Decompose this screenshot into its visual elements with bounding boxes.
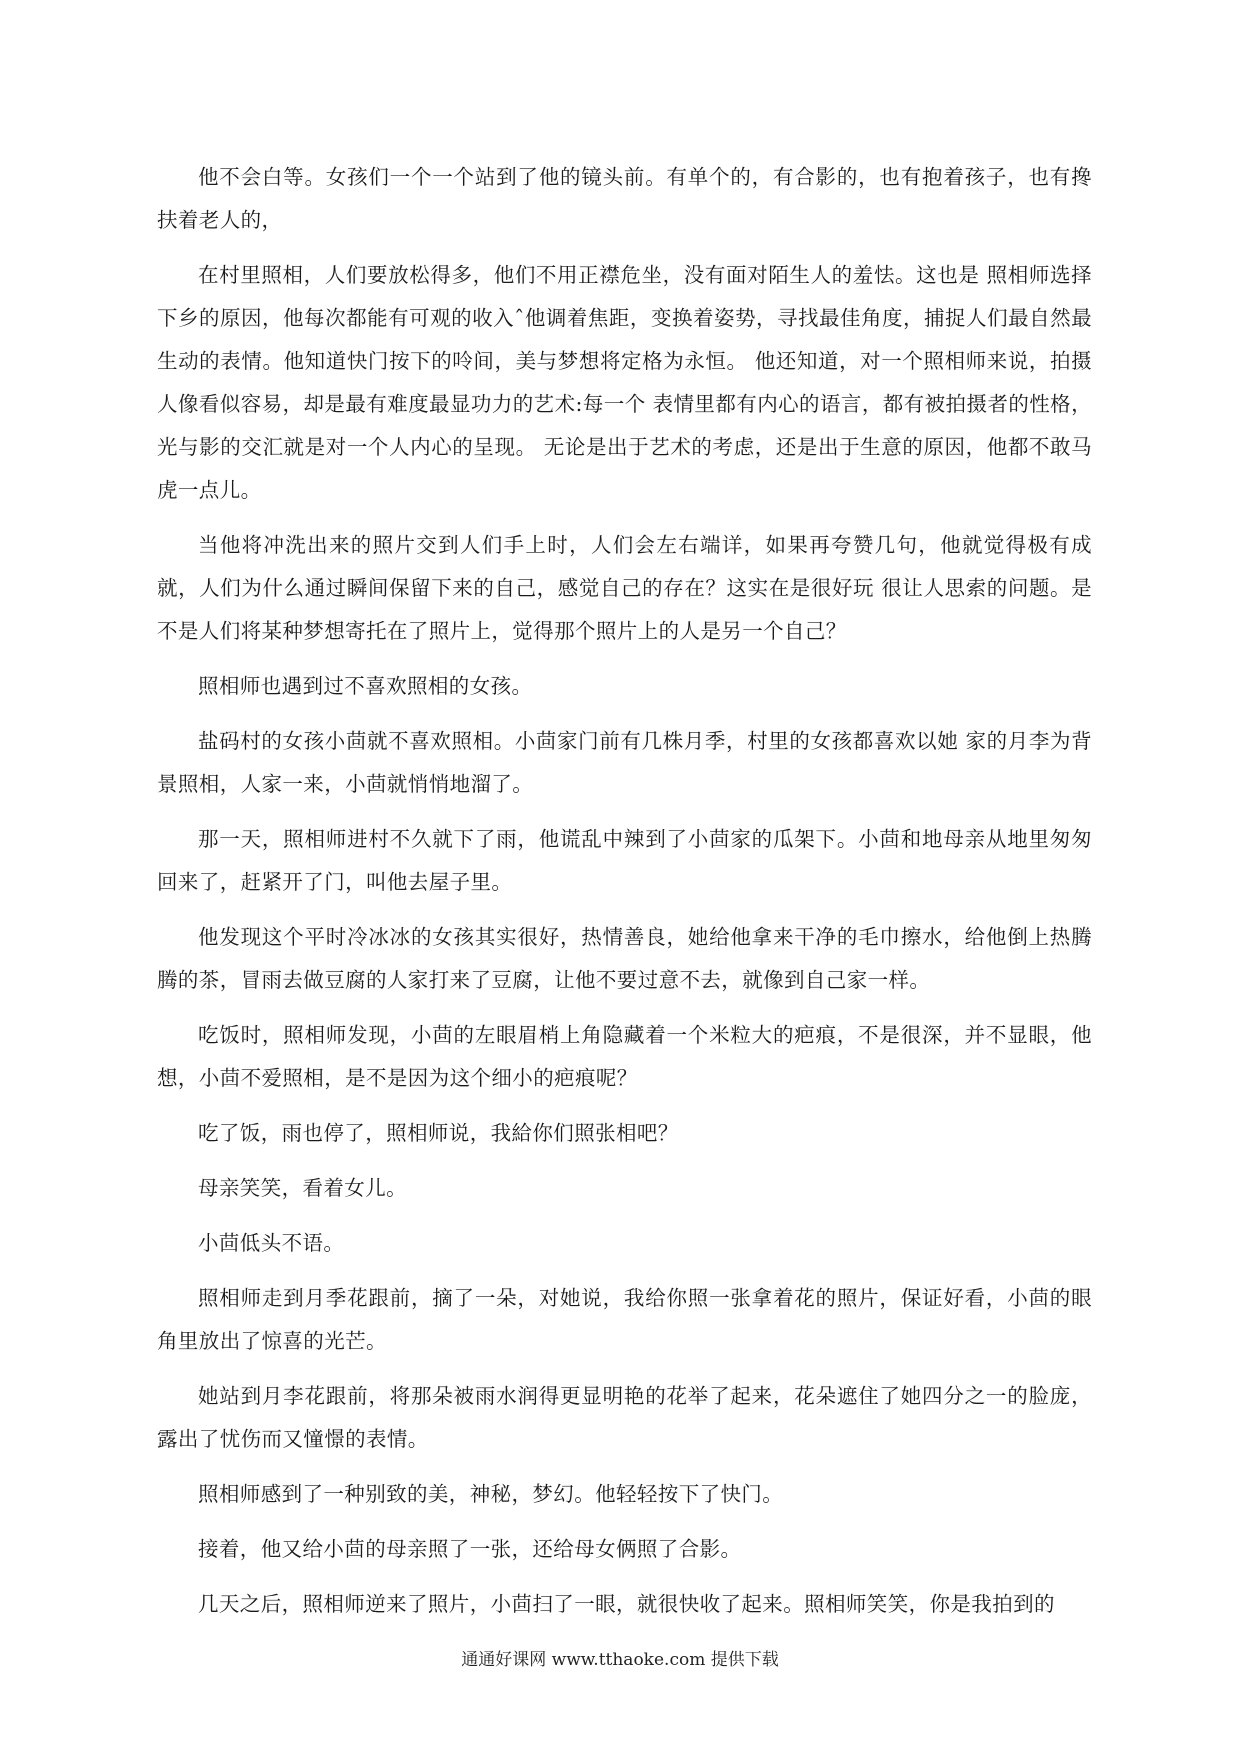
paragraph: 他不会白等。女孩们一个一个站到了他的镜头前。有单个的，有合影的，也有抱着孩子，也有搀扶着老人的， <box>157 165 1092 232</box>
paragraph: 照相师感到了一种别致的美，神秘，梦幻。他轻轻按下了快门。 <box>198 1482 784 1506</box>
paragraph: 几天之后，照相师逆来了照片，小茴扫了一眼，就很快收了起来。照相师笑笑，你是我拍到的 <box>198 1592 1055 1616</box>
paragraph: 当他将冲洗出来的照片交到人们手上时，人们会左右端详，如果再夸赞几句，他就觉得极有成就，人们为什么通过瞬间保留下来的自己，感觉自己的存在？这实在是很好玩 很让人思索的问题。是不是人们将某种梦想寄托在了照片上，觉得那个照片上的人是另一个自己？ <box>157 533 1092 643</box>
document-body <box>157 156 1092 1638</box>
paragraph: 接着，他又给小茴的母亲照了一张，还给母女俩照了合影。 <box>198 1537 742 1561</box>
paragraph: 他发现这个平时冷冰冰的女孩其实很好，热情善良，她给他拿来干净的毛巾擦水，给他倒上热腾腾的茶，冒雨去做豆腐的人家打来了豆腐，让他不要过意不去，就像到自己家一样。 <box>157 925 1092 992</box>
paragraph: 盐码村的女孩小茴就不喜欢照相。小茴家门前有几株月季，村里的女孩都喜欢以她 家的月李为背景照相，人家一来，小茴就悄悄地溜了。 <box>157 729 1092 796</box>
paragraph: 在村里照相，人们要放松得多，他们不用正襟危坐，没有面对陌生人的羞怯。这也是 照相师选择下乡的原因，他每次都能有可观的收入ˆ他调着焦距，变换着姿势，寻找最佳角度，捕捉人们最自然最生动的表情。他知道快门按下的呤间，美与梦想将定格为永恒。 他还知道，对一个照相师来说，拍摄人像看似容易，却是最有难度最显功力的艺术:每一个 表情里都有内心的语言，都有被拍摄者的性格，光与影的交汇就是对一个人内心的呈现。 无论是出于艺术的考虑，还是出于生意的原因，他都不敢马虎一点儿。 <box>157 263 1092 502</box>
paragraph: 吃饭时，照相师发现，小茴的左眼眉梢上角隐藏着一个米粒大的疤痕，不是很深，并不显眼，他想，小茴不爱照相，是不是因为这个细小的疤痕呢？ <box>157 1023 1092 1090</box>
paragraph: 母亲笑笑，看着女儿。 <box>198 1176 407 1200</box>
paragraph: 照相师也遇到过不喜欢照相的女孩。 <box>198 674 533 698</box>
paragraph: 照相师走到月季花跟前，摘了一朵，对她说，我给你照一张拿着花的照片，保证好看，小茴的眼角里放出了惊喜的光芒。 <box>157 1286 1092 1353</box>
paragraph: 吃了饭，雨也停了，照相师说，我給你们照张相吧？ <box>198 1121 679 1145</box>
paragraph: 小茴低头不语。 <box>198 1231 345 1255</box>
paragraph: 她站到月李花跟前，将那朵被雨水润得更显明艳的花举了起来，花朵遮住了她四分之一的脸庞，露出了忧伤而又憧憬的表情。 <box>157 1384 1092 1451</box>
paragraph: 那一天，照相师进村不久就下了雨，他谎乱中辣到了小茴家的瓜架下。小茴和地母亲从地里匆匆回来了，赶紧开了门，叫他去屋子里。 <box>157 827 1092 894</box>
page-footer: 通通好课网 www.tthaoke.com 提供下载 <box>461 1650 779 1670</box>
